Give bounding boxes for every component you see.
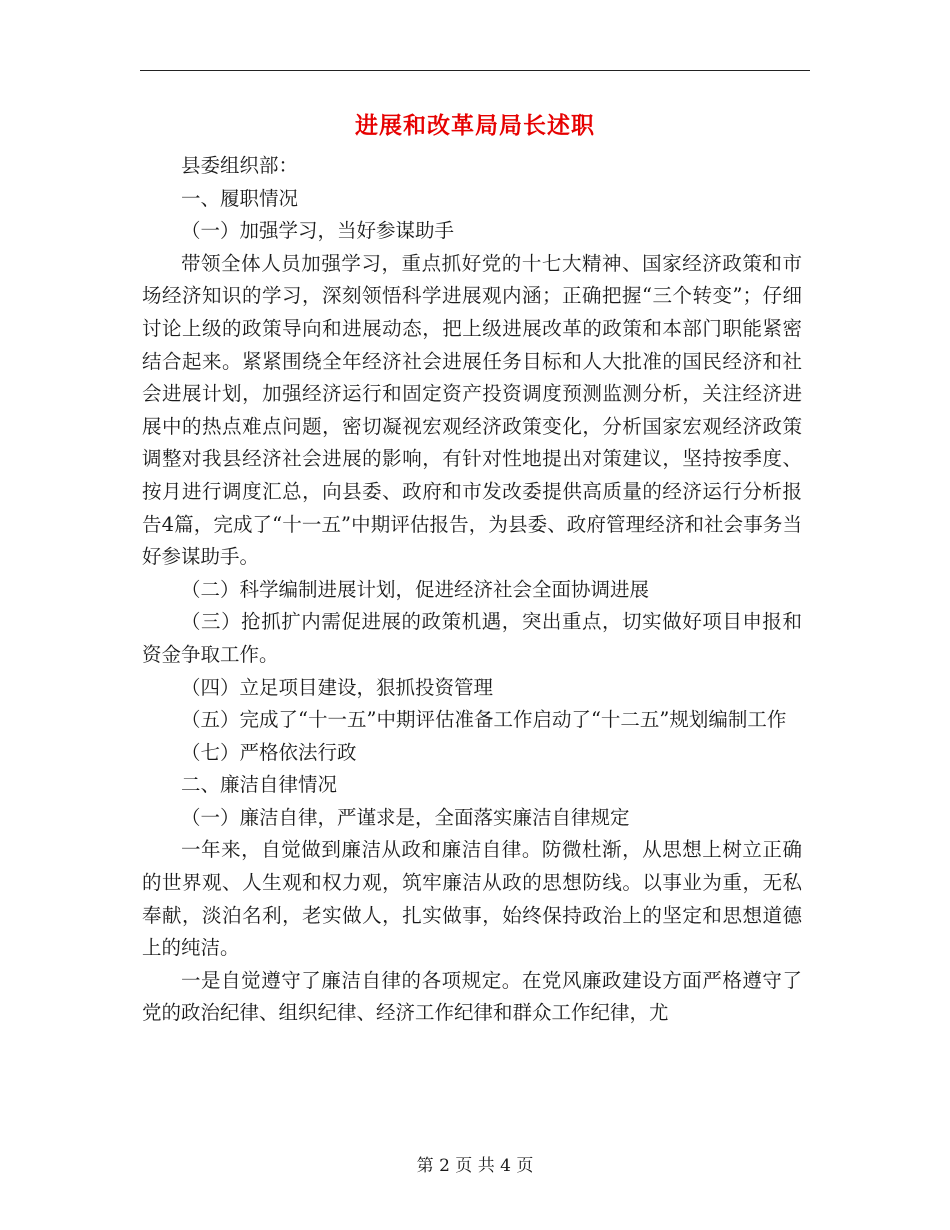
subsection-heading-2-1: （一）廉洁自律，严谨求是，全面落实廉洁自律规定 (181, 805, 630, 829)
section-heading-1: 一、履职情况 (181, 186, 299, 210)
paragraph-integrity: 一年来，自觉做到廉洁从政和廉洁自律。防微杜渐，从思想上树立正确的世界观、人生观和权力观，筑牢廉洁从政的思想防线。以事业为重，无私奉献，淡泊名利，老实做人，扎实做事，始终保持政治上的坚定和思想道德上的纯洁。 (142, 838, 802, 960)
section-heading-2: 二、廉洁自律情况 (181, 773, 338, 797)
header-rule (140, 70, 810, 71)
document-body (142, 150, 802, 1030)
subsection-heading-1-2: （二）科学编制进展计划，促进经济社会全面协调进展 (181, 577, 650, 601)
subsection-heading-1-3: （三）抢抓扩内需促进展的政策机遇，突出重点，切实做好项目申报和资金争取工作。 (142, 610, 802, 666)
paragraph-salutation: 县委组织部： (181, 154, 299, 177)
paragraph-rules: 一是自觉遵守了廉洁自律的各项规定。在党风廉政建设方面严格遵守了党的政治纪律、组织纪律、经济工作纪律和群众工作纪律，尤 (142, 968, 802, 1025)
subsection-heading-1-1: （一）加强学习，当好参谋助手 (181, 219, 455, 243)
paragraph-study: 带领全体人员加强学习，重点抓好党的十七大精神、国家经济政策和市场经济知识的学习，深刻领悟科学进展观内涵；正确把握“三个转变”；仔细讨论上级的政策导向和进展动态，把上级进展改革的政策和本部门职能紧密结合起来。紧紧围绕全年经济社会进展任务目标和人大批准的国民经济和社会进展计划，加强经济运行和固定资产投资调度预测监测分析，关注经济进展中的热点难点问题，密切凝视宏观经济政策变化，分析国家宏观经济政策调整对我县经济社会进展的影响，有针对性地提出对策建议，坚持按季度、按月进行调度汇总，向县委、政府和市发改委提供高质量的经济运行分析报告4篇，完成了“十一五”中期评估报告，为县委、政府管理经济和社会事务当好参谋助手。 (142, 251, 802, 569)
page-number: 第 2 页 共 4 页 (416, 1156, 534, 1176)
subsection-heading-1-5: （五）完成了“十一五”中期评估准备工作启动了“十二五”规划编制工作 (181, 708, 787, 732)
document-title: 进展和改革局局长述职 (355, 112, 595, 139)
subsection-heading-1-4: （四）立足项目建设，狠抓投资管理 (181, 675, 494, 699)
subsection-heading-1-7: （七）严格依法行政 (181, 740, 357, 764)
